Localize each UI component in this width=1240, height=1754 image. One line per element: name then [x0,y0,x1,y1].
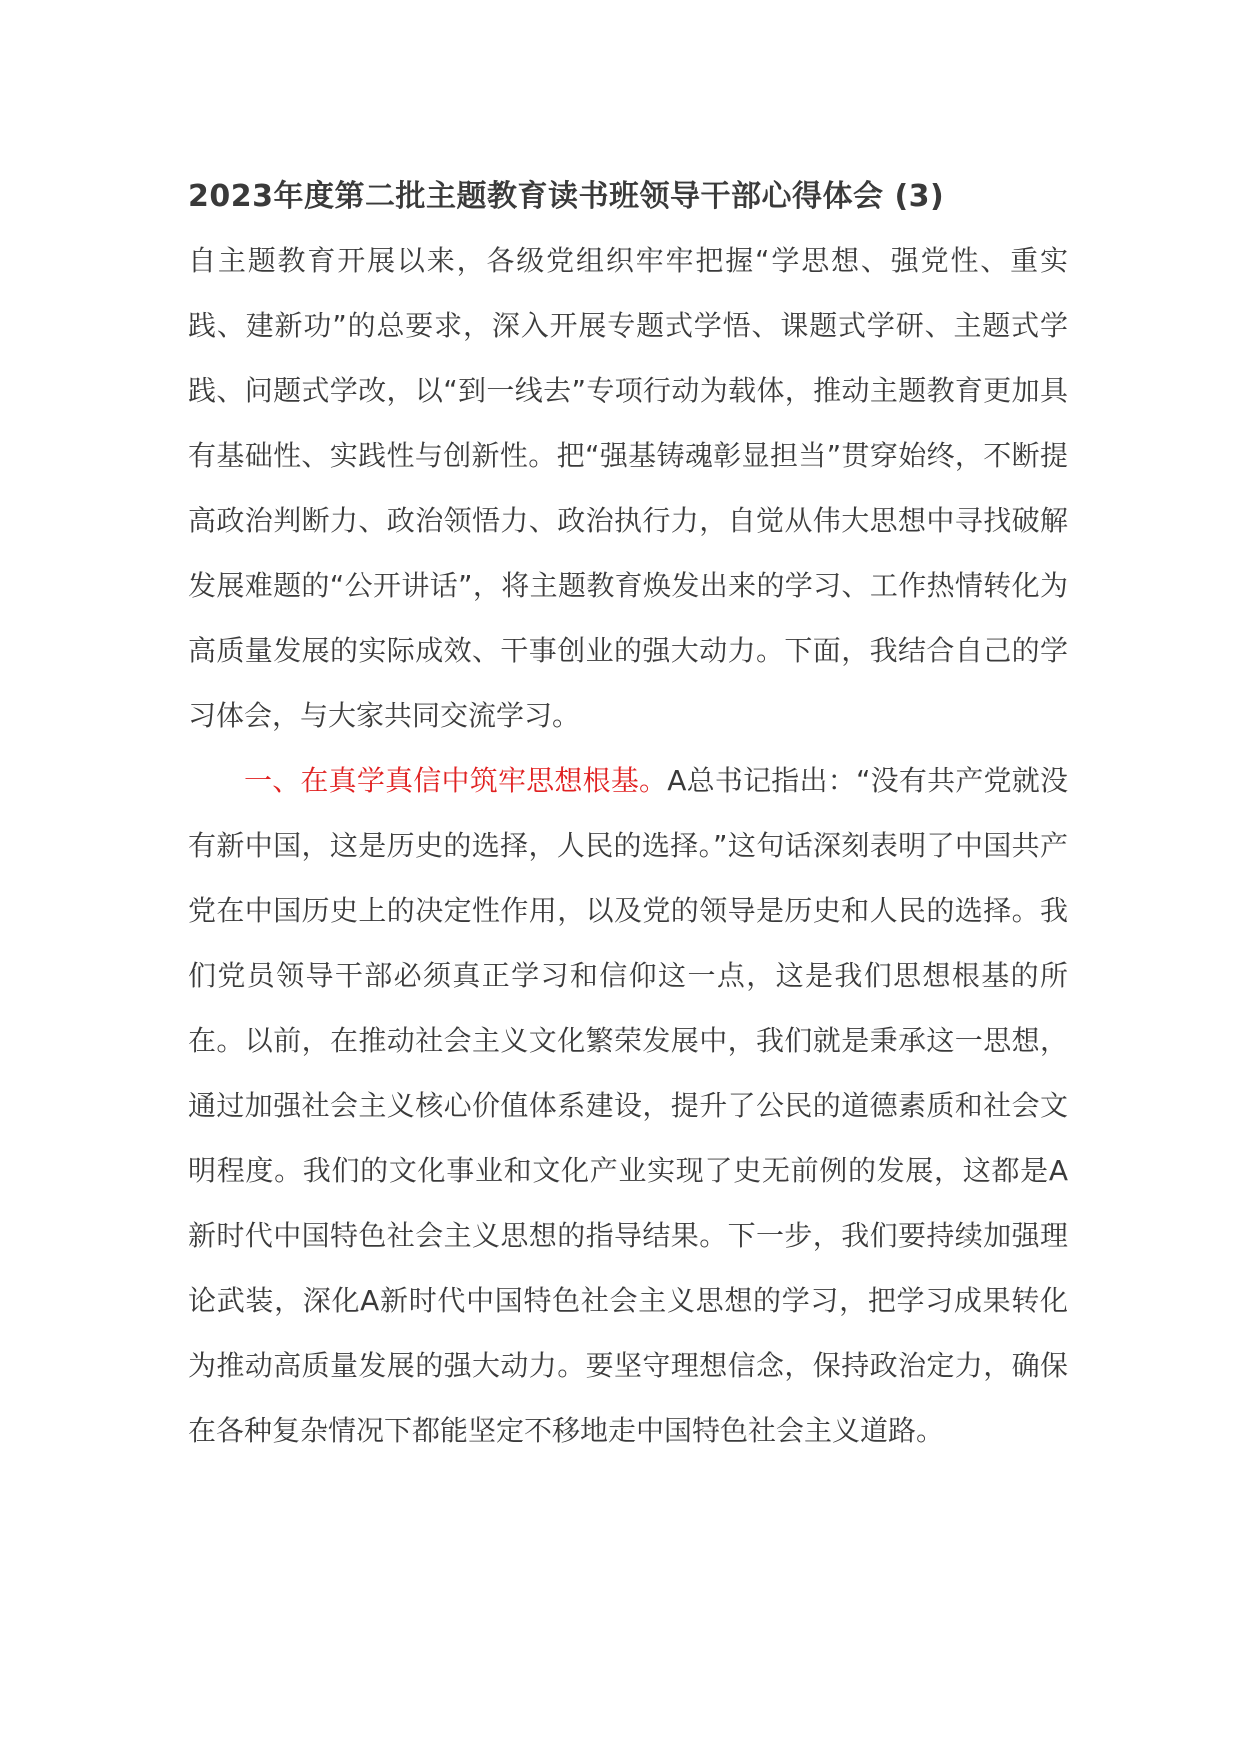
section-1-body: A总书记指出：“没有共产党就没有新中国，这是历史的选择，人民的选择。”这句话深刻表明了中国共产党在中国历史上的决定性作用，以及党的领导是历史和人民的选择。我们党员领导干部必须真正学习和信仰这一点，这是我们思想根基的所在。以前，在推动社会主义文化繁荣发展中，我们就是秉承这一思想，通过加强社会主义核心价值体系建设，提升了公民的道德素质和社会文明程度。我们的文化事业和文化产业实现了史无前例的发展，这都是A新时代中国特色社会主义思想的指导结果。下一步，我们要持续加强理论武装，深化A新时代中国特色社会主义思想的学习，把学习成果转化为推动高质量发展的强大动力。要坚守理想信念，保持政治定力，确保在各种复杂情况下都能坚定不移地走中国特色社会主义道路。 [188,764,1068,1447]
document-title: 2023年度第二批主题教育读书班领导干部心得体会 (3) [188,179,945,214]
intro-paragraph: 自主题教育开展以来，各级党组织牢牢把握“学思想、强党性、重实践、建新功”的总要求，深入开展专题式学悟、课题式学研、主题式学践、问题式学改，以“到一线去”专项行动为载体，推动主题教育更加具有基础性、实践性与创新性。把“强基铸魂彰显担当”贯穿始终，不断提高政治判断力、政治领悟力、政治执行力，自觉从伟大思想中寻找破解发展难题的“公开讲话”，将主题教育焕发出来的学习、工作热情转化为高质量发展的实际成效、干事创业的强大动力。下面，我结合自己的学习体会，与大家共同交流学习。 [188,244,1068,732]
section-1-heading: 一、在真学真信中筑牢思想根基。 [244,764,668,797]
section-1-paragraph [188,748,1068,1463]
document-content [188,172,1068,1463]
